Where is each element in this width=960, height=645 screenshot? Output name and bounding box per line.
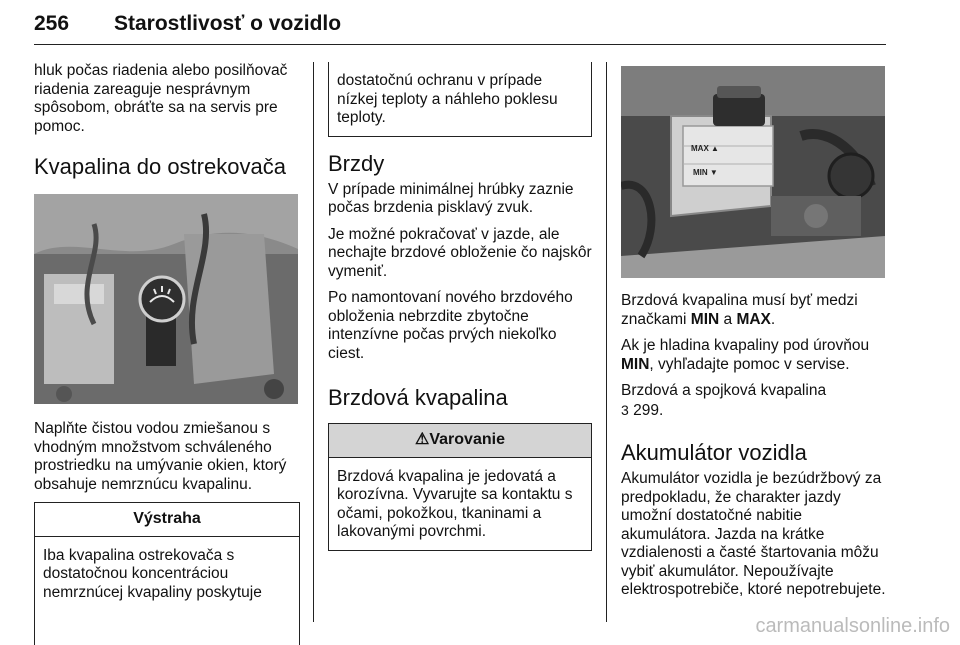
- brake-fluid-heading: Brzdová kvapalina: [328, 385, 508, 410]
- brake-fluid-paragraph-3: Brzdová a spojková kvapalina 3 299.: [621, 382, 827, 419]
- brake-fluid-reservoir-illustration: [621, 66, 885, 278]
- intro-paragraph: hluk počas riadenia alebo posilňovač riadenia zareaguje nesprávnym spôsobom, obráťte sa na servis pre pomoc.: [34, 62, 288, 135]
- warning-box: [328, 423, 592, 551]
- column-middle: [328, 62, 592, 551]
- brake-fluid-reservoir-photo: [621, 66, 885, 278]
- column-divider: [606, 62, 607, 622]
- washer-reservoir-photo: [34, 194, 298, 404]
- column-right: [621, 62, 889, 608]
- warning-triangle-icon: ⚠: [415, 431, 430, 448]
- washer-fluid-paragraph: Naplňte čistou vodou zmiešanou s vhodným množstvom schváleného prostriedku na umývanie okien, ktorý obsahuje nemrznúcu kvapalinu.: [34, 420, 287, 493]
- brakes-paragraph-3: Po namontovaní nového brzdového obloženia nebrzdite zbytočne intenzívne počas prvých niekoľko ciest.: [328, 289, 573, 362]
- battery-paragraph: Akumulátor vozidla je bezúdržbový za predpokladu, že charakter jazdy umožní dostatočné nabitie akumulátora. Jazda na krátke vzdialenosti a časté štartovania môžu vybiť akumulátor. Nepoužívajte elektrospotrebiče, ktoré nepotrebujete.: [621, 470, 886, 598]
- warning-text: Brzdová kvapalina je jedovatá a korozívna. Vyvarujte sa kontaktu s očami, pokožkou, tkaninami a lakovanými povrchmi.: [337, 467, 573, 540]
- warning-header: [329, 424, 591, 458]
- washer-fluid-heading: Kvapalina do ostrekovača: [34, 154, 286, 179]
- warning-title: Varovanie: [429, 431, 505, 448]
- battery-heading: Akumulátor vozidla: [621, 440, 807, 465]
- page-reference-link[interactable]: 299.: [628, 401, 664, 419]
- washer-reservoir-illustration: [34, 194, 298, 404]
- brakes-heading: Brzdy: [328, 150, 385, 176]
- column-divider: [313, 62, 314, 622]
- brakes-paragraph-1: V prípade minimálnej hrúbky zaznie počas brzdenia pisklavý zvuk.: [328, 180, 574, 216]
- notice-text: Iba kvapalina ostrekovača s dostatočnou koncentráciou nemrznúcej kvapaliny poskytuje: [43, 546, 262, 601]
- min-marker-label: MIN ▼: [693, 168, 718, 177]
- page-header: [34, 10, 886, 45]
- brake-fluid-paragraph-1: Brzdová kvapalina musí byť medzi značkami MIN a MAX.: [621, 292, 858, 328]
- brakes-paragraph-2: Je možné pokračovať v jazde, ale nechajte brzdové obloženie čo najskôr vymeniť.: [328, 225, 592, 280]
- notice-title: Výstraha: [35, 503, 299, 537]
- column-left: [34, 62, 300, 645]
- page-reference-icon: 3: [621, 401, 629, 418]
- max-marker-label: MAX ▲: [691, 144, 719, 153]
- notice-box-continued: [328, 62, 592, 137]
- notice-continued-text: dostatočnú ochranu v prípade nízkej teploty a náhleho poklesu teploty.: [337, 72, 558, 126]
- page-title: Starostlivosť o vozidlo: [114, 12, 342, 35]
- brake-fluid-paragraph-2: Ak je hladina kvapaliny pod úrovňou MIN, vyhľadajte pomoc v servise.: [621, 337, 870, 373]
- notice-box: [34, 502, 300, 645]
- page-number: 256: [34, 12, 70, 35]
- watermark: carmanualsonline.info: [755, 615, 950, 637]
